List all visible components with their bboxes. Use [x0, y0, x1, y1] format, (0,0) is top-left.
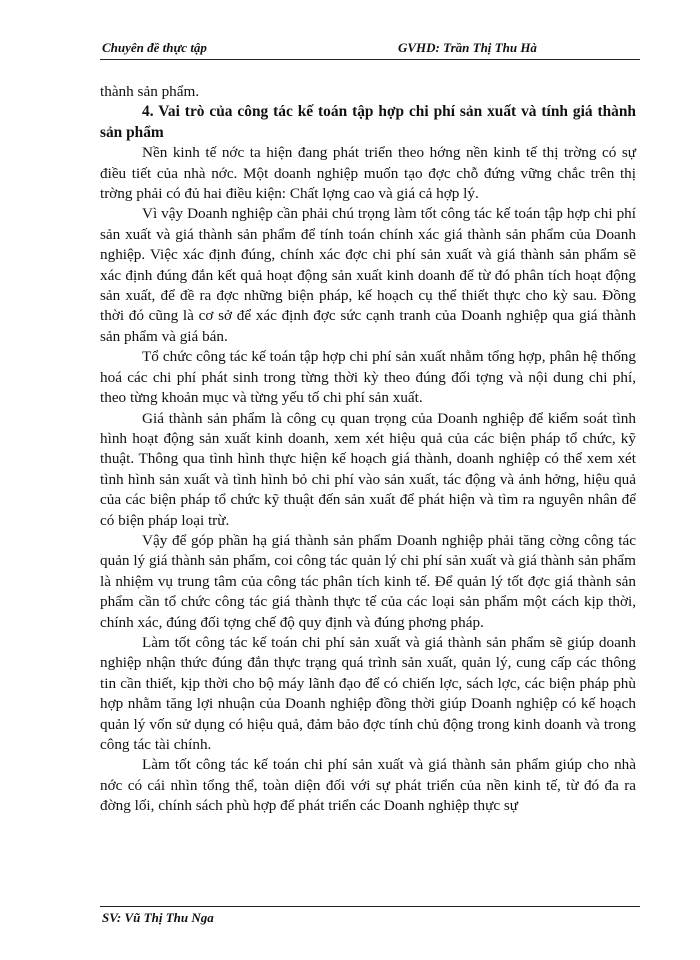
- page-body: [100, 82, 636, 817]
- body-paragraph: Làm tốt công tác kế toán chi phí sản xuất và giá thành sản phẩm sẽ giúp doanh nghiệp nhận thức đúng đắn thực trạng quá trình sản xuất, quản lý, cung cấp các thông tin cần thiết, kịp thời cho bộ máy lãnh đạo để có chiến lợc, sách lợc, các biện pháp phù hợp nhằm tăng lợi nhuận của Doanh nghiệp đồng thời giúp Doanh nghiệp có kế hoạch quản lý vốn sử dụng có hiệu quả, đảm bảo đợc tính chủ động trong kinh doanh và trong công tác tài chính.: [100, 633, 636, 753]
- body-paragraph: Tổ chức công tác kế toán tập hợp chi phí sản xuất nhằm tổng hợp, phân hệ thống hoá các chi phí phát sinh trong từng thời kỳ theo đúng đối tợng và nội dung chi phí, theo từng khoản mục và từng yếu tố chi phí sản xuất.: [100, 348, 636, 407]
- footer-student-name: SV: Vũ Thị Thu Nga: [102, 910, 214, 925]
- body-paragraph: Làm tốt công tác kế toán chi phí sản xuất và giá thành sản phẩm giúp cho nhà nớc có cái nhìn tổng thể, toàn diện đối với sự phát triển của nền kinh tế, từ đó đa ra đờng lối, chính sách phù hợp để phát triển các Doanh nghiệp thực sự: [100, 756, 636, 815]
- body-paragraph: Nền kinh tế nớc ta hiện đang phát triển theo hớng nền kinh tế thị trờng có sự điều tiết của nhà nớc. Một doanh nghiệp muốn tạo đợc chỗ đứng vững chắc trên thị trờng phải có đủ hai điều kiện: Chất lợng cao và giá cả hợp lý.: [100, 144, 636, 203]
- header-supervisor: GVHD: Trần Thị Thu Hà: [398, 40, 537, 55]
- header-document-type: Chuyên đề thực tập: [102, 40, 207, 55]
- page-footer: [100, 906, 640, 926]
- continuation-line: thành sản phẩm.: [100, 83, 200, 100]
- body-paragraph: Vì vậy Doanh nghiệp cần phải chú trọng làm tốt công tác kế toán tập hợp chi phí sản xuất và giá thành sản phẩm để tính toán chính xác giá thành sản phẩm của Doanh nghiệp. Việc xác định đúng, chính xác đợc chi phí sản xuất và giá thành sản phẩm sẽ xác định đúng đắn kết quả hoạt động sản xuất kinh doanh để từ đó phân tích hoạt động sản xuất, để đề ra đợc những biện pháp, kế hoạch cụ thể thiết thực cho kỳ sau. Đồng thời đó cũng là cơ sở để xác định đợc sức cạnh tranh của Doanh nghiệp qua giá thành sản phẩm và giá bán.: [100, 205, 636, 345]
- section-heading: 4. Vai trò của công tác kế toán tập hợp chi phí sản xuất và tính giá thành sản phẩm: [100, 103, 636, 141]
- page-header: [100, 38, 640, 60]
- footer-rule: [100, 906, 640, 907]
- body-paragraph: Vậy để góp phần hạ giá thành sản phẩm Doanh nghiệp phải tăng cờng công tác quản lý giá thành sản phẩm, coi công tác quản lý chi phí sản xuất và giá thành sản phẩm là nhiệm vụ trung tâm của công tác phân tích kinh tế. Để quản lý tốt đợc giá thành sản phẩm cần tổ chức công tác giá thành thực tế của các loại sản phẩm một cách kịp thời, chính xác, đúng đối tợng chế độ quy định và đúng phơng pháp.: [100, 531, 636, 631]
- header-rule: [100, 59, 640, 60]
- body-paragraph: Giá thành sản phẩm là công cụ quan trọng của Doanh nghiệp để kiểm soát tình hình hoạt động sản xuất kinh doanh, xem xét hiệu quả của các biện pháp tổ chức, kỹ thuật. Thông qua tình hình thực hiện kế hoạch giá thành, doanh nghiệp có thể xem xét tình hình sản xuất và tình hình bỏ chi phí vào sản xuất, tác động và ảnh hởng, hiệu quả của các biện pháp tổ chức kỹ thuật đến sản xuất để phát hiện và tìm ra nguyên nhân để có biện pháp loại trừ.: [100, 409, 636, 529]
